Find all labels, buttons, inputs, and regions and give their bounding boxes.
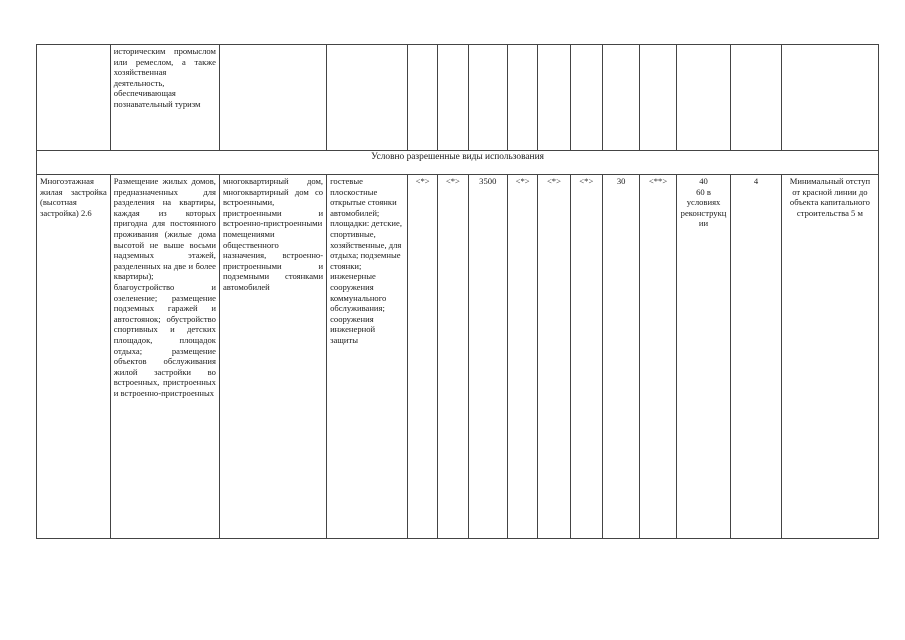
cell-empty <box>781 45 878 151</box>
cell-notes: Минимальный отступ от красной линии до объекта капитального строительства 5 м <box>781 175 878 539</box>
cell-empty <box>327 45 408 151</box>
cell-empty <box>570 45 602 151</box>
land-use-table <box>36 44 879 539</box>
cell-empty <box>640 45 676 151</box>
cell-empty <box>407 45 437 151</box>
cell-param: <*> <box>538 175 570 539</box>
cell-param: 30 <box>602 175 639 539</box>
cell-param: 40 60 в условиях реконструкции <box>676 175 731 539</box>
cell-param: <**> <box>640 175 676 539</box>
cell-param: <*> <box>570 175 602 539</box>
cell-description: историческим промыслом или ремеслом, а также хозяйственная деятельность, обеспечивающая познавательный туризм <box>110 45 219 151</box>
cell-empty <box>602 45 639 151</box>
cell-empty <box>507 45 537 151</box>
cell-buildings: многоквартирный дом, многоквартирный дом со встроенными, пристроенными и встроенно-пристроенными помещениями общественного назначения, встроенно-пристроенными и подземными стоянками автомобилей <box>219 175 326 539</box>
table-row <box>37 45 879 151</box>
section-row <box>37 151 879 175</box>
cell-param: <*> <box>407 175 437 539</box>
cell-param: <*> <box>507 175 537 539</box>
cell-param: <*> <box>438 175 468 539</box>
cell-empty <box>676 45 731 151</box>
cell-empty <box>468 45 507 151</box>
cell-name-empty <box>37 45 111 151</box>
section-title: Условно разрешенные виды использования <box>37 151 879 175</box>
cell-name: Многоэтажная жилая застройка (высотная застройка) 2.6 <box>37 175 111 539</box>
cell-description: Размещение жилых домов, предназначенных для разделения на квартиры, каждая из которых пригодна для постоянного проживания (жилые дома высотой не выше восьми надземных этажей, разделенных на две и более квартиры); благоустройство и озеленение; размещение подземных гаражей и автостоянок; обустройство спортивных и детских площадок, площадок отдыха; размещение объектов обслуживания жилой застройки во встроенных, пристроенных и встроенно-пристроенных <box>110 175 219 539</box>
cell-empty <box>438 45 468 151</box>
cell-param: 4 <box>731 175 782 539</box>
table-row <box>37 175 879 539</box>
cell-empty <box>731 45 782 151</box>
cell-empty <box>219 45 326 151</box>
cell-param: 3500 <box>468 175 507 539</box>
cell-empty <box>538 45 570 151</box>
cell-auxiliary: гостевые плоскостные открытые стоянки автомобилей; площадки: детские, спортивные, хозяйственные, для отдыха; подземные стоянки; инженерные сооружения коммунального обслуживания; сооружения инженерной защиты <box>327 175 408 539</box>
